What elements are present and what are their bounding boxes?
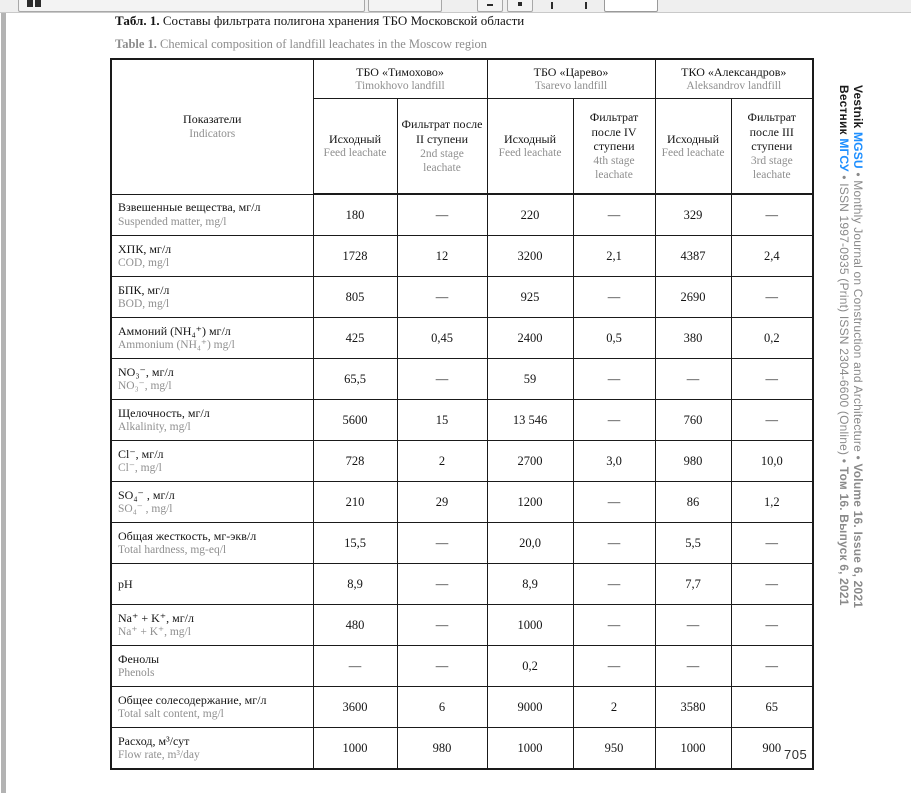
cell-value: 4387	[655, 236, 731, 277]
cell-value: 3600	[313, 687, 397, 728]
cell-value: —	[573, 277, 655, 318]
subheader-en: Feed leachate	[498, 147, 562, 160]
row-label	[111, 564, 313, 605]
cell-value: 7,7	[655, 564, 731, 605]
cell-value: 2690	[655, 277, 731, 318]
cell-value: 480	[313, 605, 397, 646]
viewer-toolbar	[0, 0, 911, 13]
cell-value: —	[655, 359, 731, 400]
row-label-ru: ХПК, мг/л	[118, 241, 172, 256]
cell-value: —	[397, 277, 487, 318]
cell-value: 380	[655, 318, 731, 359]
cell-value: 86	[655, 482, 731, 523]
scrollbar-track[interactable]	[1, 13, 6, 793]
cell-value: —	[573, 646, 655, 687]
group-timokhovo	[313, 59, 487, 99]
caption-en-label: Table 1.	[115, 37, 157, 51]
group-ru: ТКО «Александров»	[681, 64, 787, 79]
cell-value: —	[397, 646, 487, 687]
row-label-ru: Na⁺ + K⁺, мг/л	[118, 610, 194, 625]
subheader-cell	[655, 99, 731, 195]
cell-value: 0,2	[731, 318, 813, 359]
journal-subtitle-en: • Monthly Journal on Construction and Architecture •	[851, 168, 865, 464]
cell-value: —	[573, 605, 655, 646]
row-label	[111, 277, 313, 318]
indicators-en: Indicators	[189, 128, 236, 141]
table-row	[111, 687, 813, 728]
row-label	[111, 482, 313, 523]
row-label-en: Na⁺ + K⁺, mg/l	[118, 626, 191, 639]
cell-value: —	[573, 523, 655, 564]
row-label-en: Flow rate, m³/day	[118, 749, 200, 762]
cell-value: 2	[573, 687, 655, 728]
journal-sidebar-ru	[837, 85, 850, 606]
cell-value: —	[313, 646, 397, 687]
cell-value: —	[573, 564, 655, 605]
caption-ru-text: Составы фильтрата полигона хранения ТБО Московской области	[159, 13, 525, 28]
page-number: 705	[784, 747, 808, 762]
cell-value: 5,5	[655, 523, 731, 564]
row-label-ru: Фенолы	[118, 651, 160, 666]
cell-value: —	[397, 359, 487, 400]
toolbar-dropdown-partial[interactable]	[18, 0, 365, 12]
subheader-ru: Исходный	[666, 131, 720, 146]
cell-value: 0,2	[487, 646, 573, 687]
cell-value: 29	[397, 482, 487, 523]
table-row	[111, 728, 813, 770]
journal-issn-ru: • ISSN 1997-0935 (Print) ISSN 2304-6600 (Online) •	[837, 171, 851, 467]
pages-icon	[35, 0, 41, 7]
cell-value: 8,9	[313, 564, 397, 605]
table-row	[111, 482, 813, 523]
subheader-ru: Фильтрат после IV ступени	[589, 110, 639, 154]
cell-value: 1000	[487, 605, 573, 646]
cell-value: —	[397, 564, 487, 605]
row-label	[111, 318, 313, 359]
cell-value: 3200	[487, 236, 573, 277]
table-row	[111, 318, 813, 359]
row-label	[111, 728, 313, 770]
subheader-en: 2nd stage leachate	[420, 147, 464, 174]
table-row	[111, 646, 813, 687]
row-label-ru: Расход, м³/сут	[118, 733, 190, 748]
table-row	[111, 605, 813, 646]
journal-issue-ru: Том 16. Выпуск 6, 2021	[837, 466, 851, 606]
tool-icon-partial[interactable]	[585, 2, 587, 9]
table-row	[111, 523, 813, 564]
row-label-ru: Cl⁻, мг/л	[118, 446, 164, 461]
row-label	[111, 359, 313, 400]
group-en: Aleksandrov landfill	[686, 80, 782, 93]
cell-value: —	[731, 277, 813, 318]
group-en: Timokhovo landfill	[355, 80, 445, 93]
row-label	[111, 687, 313, 728]
group-ru: ТБО «Тимохово»	[356, 64, 444, 79]
subheader-ru: Фильтрат после III ступени	[747, 110, 797, 154]
cell-value: —	[731, 564, 813, 605]
cell-value: 20,0	[487, 523, 573, 564]
cell-value: 900	[731, 728, 813, 770]
cell-value: —	[731, 359, 813, 400]
row-label-en: BOD, mg/l	[118, 298, 170, 311]
row-label	[111, 523, 313, 564]
table-row	[111, 236, 813, 277]
cell-value: —	[573, 400, 655, 441]
cell-value: 0,45	[397, 318, 487, 359]
minus-icon	[487, 4, 493, 6]
row-label-en: COD, mg/l	[118, 257, 170, 270]
caption-en-text: Chemical composition of landfill leachates in the Moscow region	[156, 37, 488, 51]
cell-value: —	[731, 646, 813, 687]
row-label-en: Total hardness, mg-eq/l	[118, 544, 227, 557]
row-label-ru: Щелочность, мг/л	[118, 405, 210, 420]
table-row	[111, 564, 813, 605]
cell-value: —	[573, 482, 655, 523]
cell-value: 2400	[487, 318, 573, 359]
subheader-en: Feed leachate	[323, 147, 387, 160]
row-label-ru: Общее солесодержание, мг/л	[118, 692, 267, 707]
row-label-en: Ammonium (NH₄⁺) mg/l	[118, 339, 235, 352]
cell-value: 3580	[655, 687, 731, 728]
cell-value: 13 546	[487, 400, 573, 441]
cell-value: —	[573, 194, 655, 236]
cell-value: 805	[313, 277, 397, 318]
cell-value: —	[397, 523, 487, 564]
journal-abbr-ru: МГСУ	[837, 138, 851, 172]
journal-abbr-en: MGSU	[851, 131, 865, 169]
caption-ru-label: Табл. 1.	[115, 13, 160, 28]
cell-value: 1728	[313, 236, 397, 277]
subheader-ru: Исходный	[328, 131, 382, 146]
row-label-ru: NO₃⁻, мг/л	[118, 364, 174, 379]
subheader-en: 4th stage leachate	[593, 154, 635, 181]
cell-value: 59	[487, 359, 573, 400]
cell-value: 925	[487, 277, 573, 318]
row-label-en: Cl⁻, mg/l	[118, 462, 162, 475]
cell-value: 1000	[655, 728, 731, 770]
cell-value: 9000	[487, 687, 573, 728]
cell-value: 425	[313, 318, 397, 359]
subheader-cell	[313, 99, 397, 195]
cell-value: —	[573, 359, 655, 400]
table-row	[111, 194, 813, 236]
cell-value: 950	[573, 728, 655, 770]
cell-value: —	[731, 400, 813, 441]
cell-value: 1000	[487, 728, 573, 770]
cell-value: 728	[313, 441, 397, 482]
cell-value: 10,0	[731, 441, 813, 482]
cell-value: —	[731, 194, 813, 236]
table-row	[111, 277, 813, 318]
row-label-ru: БПК, мг/л	[118, 282, 170, 297]
cell-value: 15,5	[313, 523, 397, 564]
cell-value: 2,4	[731, 236, 813, 277]
cell-value: —	[731, 605, 813, 646]
subheader-ru: Фильтрат после II ступени	[401, 117, 483, 146]
subheader-cell	[487, 99, 573, 195]
cell-value: 1200	[487, 482, 573, 523]
row-label-en: Suspended matter, mg/l	[118, 216, 227, 229]
cell-value: 180	[313, 194, 397, 236]
cell-value: 8,9	[487, 564, 573, 605]
plus-icon	[518, 2, 522, 6]
cell-value: 2700	[487, 441, 573, 482]
cell-value: 65,5	[313, 359, 397, 400]
group-header-row	[111, 59, 813, 99]
table-row	[111, 359, 813, 400]
cell-value: —	[397, 194, 487, 236]
subheader-en: Feed leachate	[661, 147, 725, 160]
row-label-en: Alkalinity, mg/l	[118, 421, 191, 434]
row-label	[111, 605, 313, 646]
subheader-cell	[573, 99, 655, 195]
page-number-input[interactable]	[604, 0, 658, 12]
cell-value: 1000	[313, 728, 397, 770]
indicators-ru: Показатели	[183, 112, 242, 127]
cell-value: 980	[397, 728, 487, 770]
row-label-en: NO₃⁻, mg/l	[118, 380, 172, 393]
table-row	[111, 441, 813, 482]
row-label-ru: SO₄⁻ , мг/л	[118, 487, 175, 502]
leachate-composition-table	[110, 58, 814, 770]
cell-value: —	[397, 605, 487, 646]
table-caption-en	[115, 37, 487, 52]
row-label-en: Total salt content, mg/l	[118, 708, 224, 721]
table-caption-ru	[115, 13, 524, 29]
row-label	[111, 441, 313, 482]
cell-value: 3,0	[573, 441, 655, 482]
journal-sidebar-en	[851, 85, 864, 608]
row-label-en: SO₄⁻ , mg/l	[118, 503, 173, 516]
cell-value: 12	[397, 236, 487, 277]
subheader-cell	[731, 99, 813, 195]
cell-value: —	[655, 605, 731, 646]
row-label	[111, 194, 313, 236]
cell-value: —	[731, 523, 813, 564]
subheader-ru: Исходный	[503, 131, 557, 146]
indicators-header-cell	[111, 59, 313, 194]
cell-value: 15	[397, 400, 487, 441]
cell-value: 65	[731, 687, 813, 728]
journal-name-ru: Вестник	[837, 85, 851, 139]
cell-value: 2	[397, 441, 487, 482]
cell-value: 5600	[313, 400, 397, 441]
cell-value: 329	[655, 194, 731, 236]
cell-value: 6	[397, 687, 487, 728]
row-label-en: Phenols	[118, 667, 155, 680]
zoom-out-button[interactable]	[477, 0, 503, 12]
tool-icon-partial[interactable]	[551, 2, 553, 9]
cell-value: 220	[487, 194, 573, 236]
group-aleksandrov	[655, 59, 813, 99]
cell-value: 980	[655, 441, 731, 482]
row-label-ru: pH	[118, 576, 133, 591]
group-en: Tsarevo landfill	[534, 80, 608, 93]
cell-value: 760	[655, 400, 731, 441]
cell-value: —	[655, 646, 731, 687]
zoom-in-button[interactable]	[507, 0, 533, 12]
group-tsarevo	[487, 59, 655, 99]
cell-value: 0,5	[573, 318, 655, 359]
pages-icon	[27, 0, 33, 7]
cell-value: 210	[313, 482, 397, 523]
row-label-ru: Взвешенные вещества, мг/л	[118, 200, 261, 215]
row-label	[111, 646, 313, 687]
journal-issue-en: Volume 16. Issue 6, 2021	[851, 463, 865, 609]
cell-value: 2,1	[573, 236, 655, 277]
row-label	[111, 236, 313, 277]
subheader-cell	[397, 99, 487, 195]
group-ru: ТБО «Царево»	[533, 64, 609, 79]
cell-value: 1,2	[731, 482, 813, 523]
subheader-en: 3rd stage leachate	[750, 154, 793, 181]
row-label	[111, 400, 313, 441]
row-label-ru: Аммоний (NH₄⁺) мг/л	[118, 323, 231, 338]
row-label-ru: Общая жесткость, мг-экв/л	[118, 528, 257, 543]
journal-name-en: Vestnik	[851, 85, 865, 132]
table-row	[111, 400, 813, 441]
toolbar-button-partial[interactable]	[368, 0, 442, 12]
